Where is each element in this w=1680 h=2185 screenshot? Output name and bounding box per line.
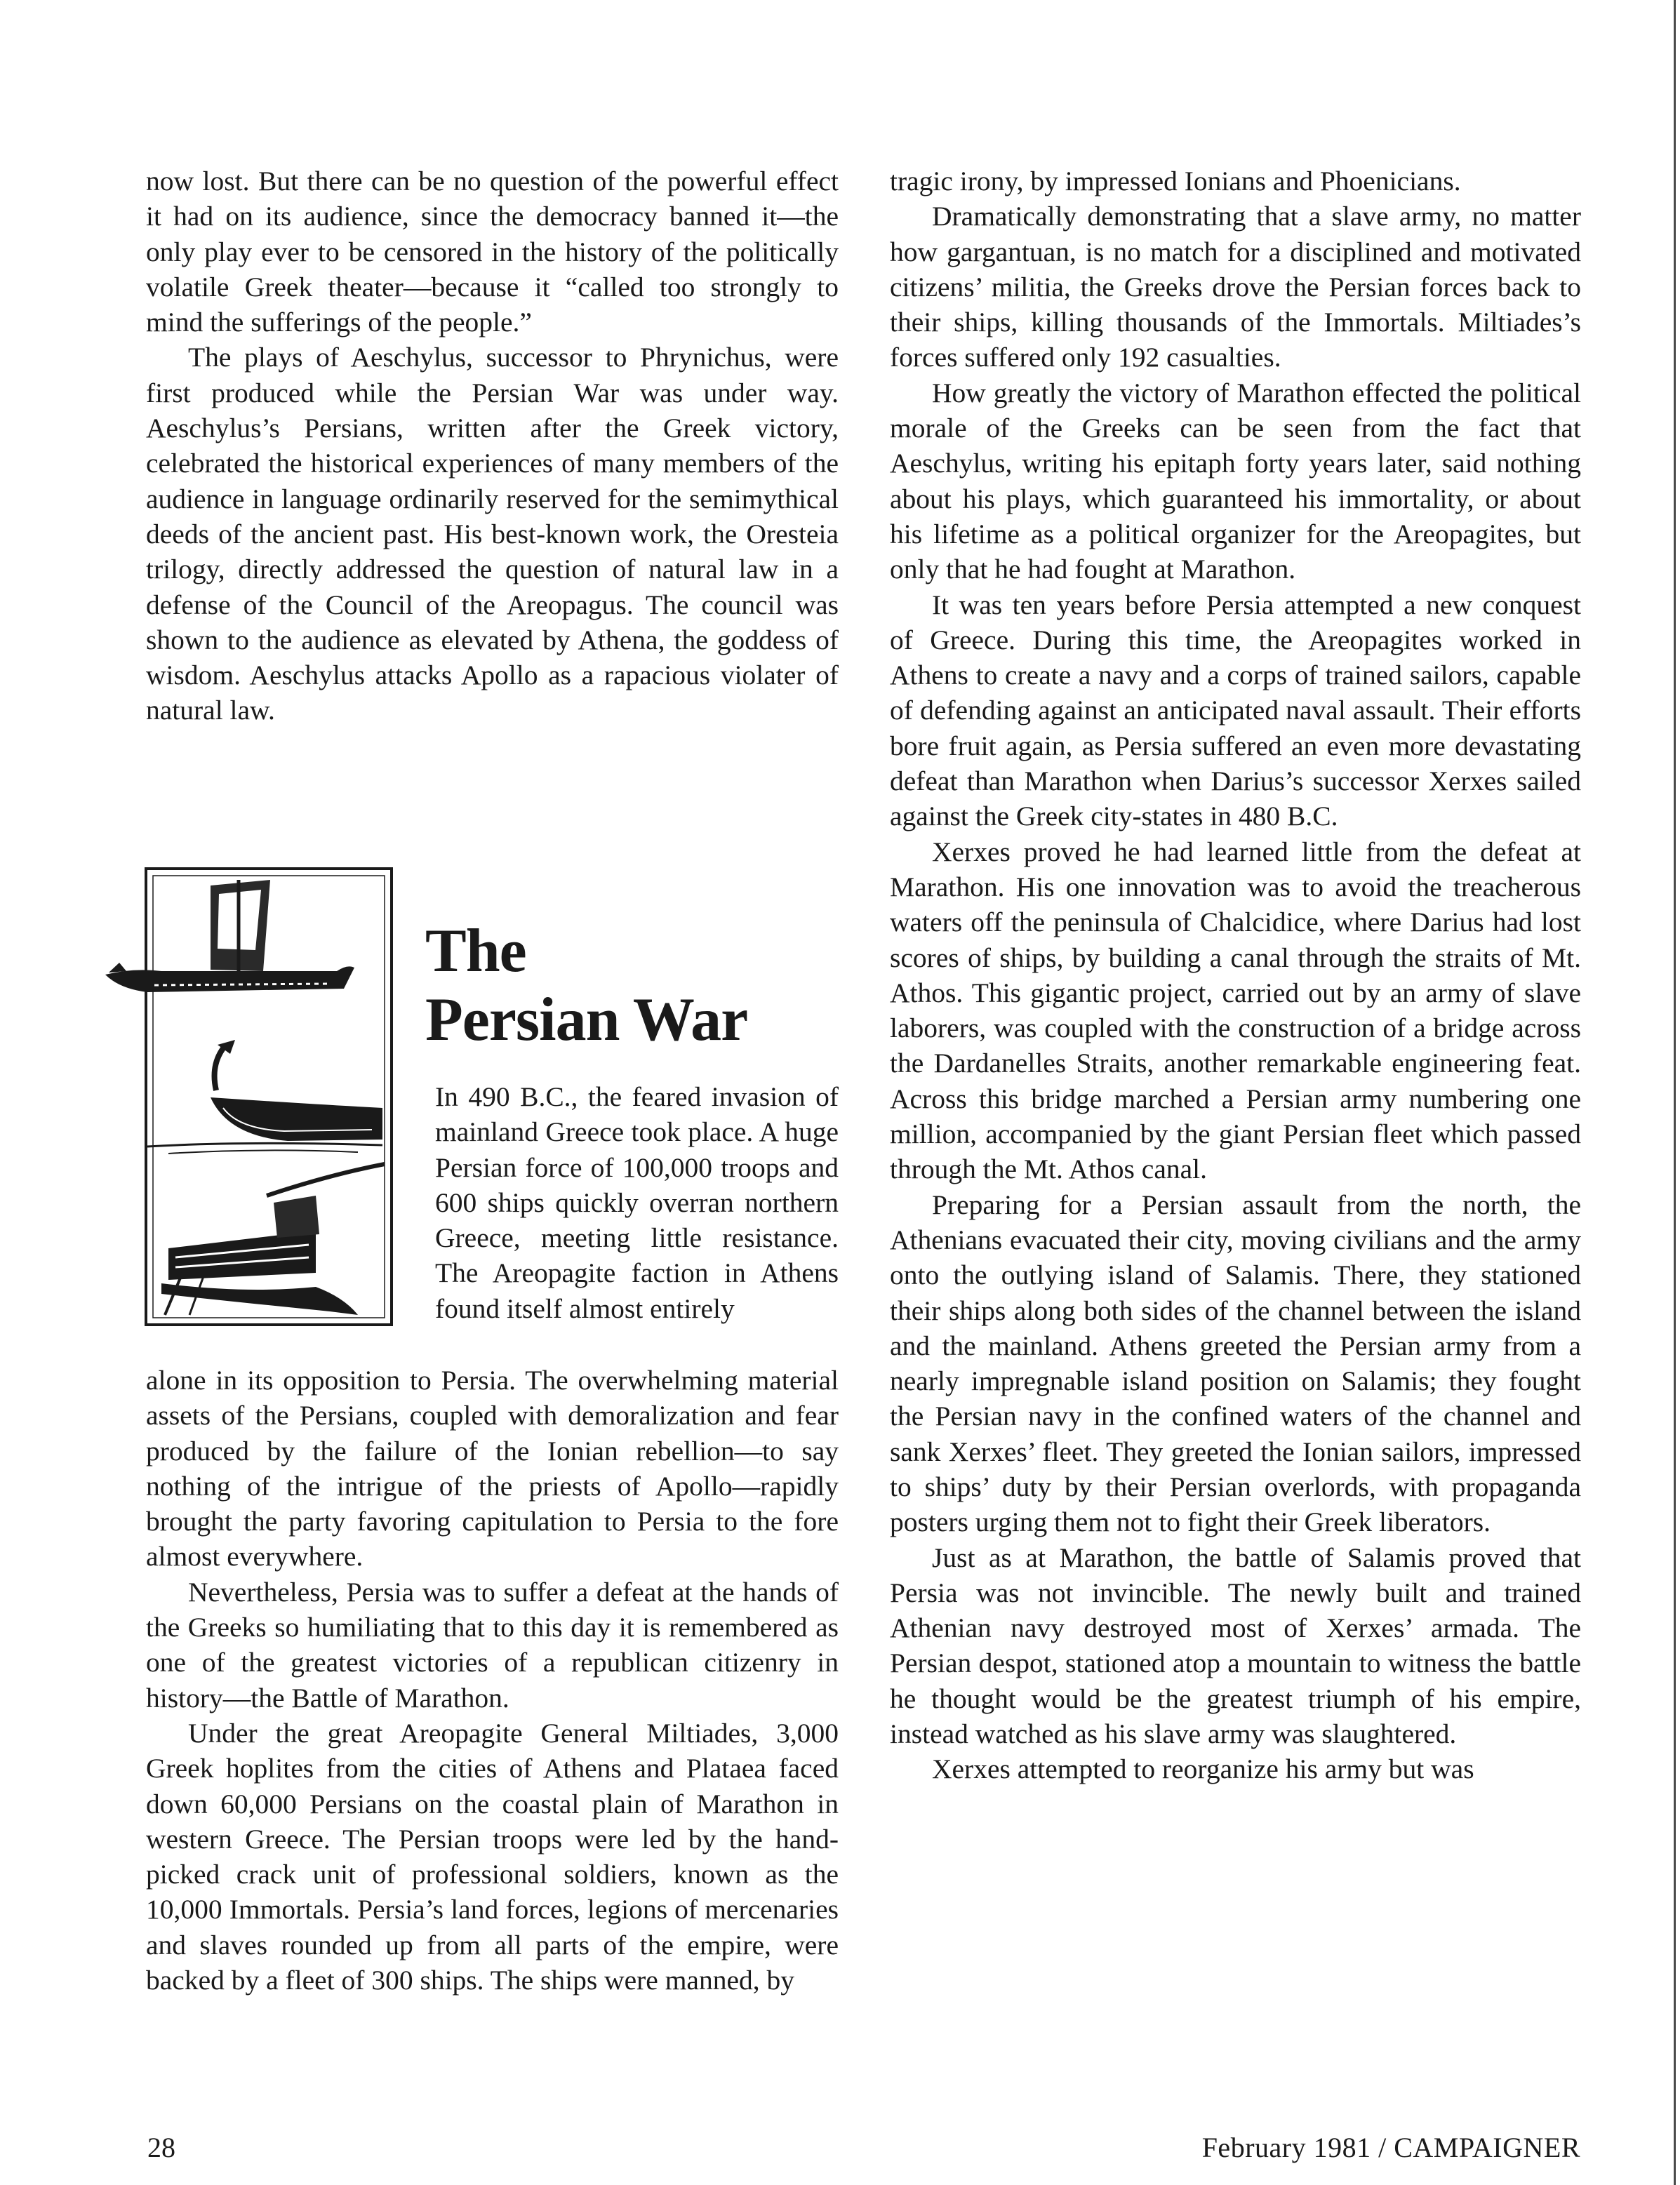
paragraph: Dramatically demonstrating that a slave army, no matter how gargantuan, is no match for a disciplined and motivated citizens’ militia, the Greeks drove the Persian forces back to their ships, killing thousands of the Immortals. Miltiades’s forces suffered only 192 casualties.	[890, 201, 1581, 373]
paragraph: How greatly the victory of Marathon effected the political morale of the Greeks can be seen from the fact that Aeschylus, writing his epitaph forty years later, said nothing about his plays, which guaranteed his immortality, or about his lifetime as a political organizer for the Areopagites, but only that he had fought at Marathon.	[890, 377, 1581, 585]
paragraph: Preparing for a Persian assault from the north, the Athenians evacuated their city, moving civilians and the army onto the outlying island of Salamis. There, they stationed their ships along both sides of the channel between the island and the mainland. Athens greeted the Persian army from a nearly impregnable island position on Salamis; they fought the Persian navy in the confined waters of the channel and sank Xerxes’ fleet. They greeted the Ionian sailors, impressed to ships’ duty by their Persian overlords, with propaganda posters urging them not to fight their Greek liberators.	[890, 1189, 1581, 1538]
heading-line-2: Persian War	[425, 986, 748, 1054]
left-column-beside-illustration	[435, 1079, 839, 1326]
left-column-top	[146, 163, 839, 728]
paragraph: In 490 B.C., the feared invasion of mainland Greece took place. A huge Persian force of 100,000 troops and 600 ships quickly overran northern Greece, meeting little resistance. The Areopagite faction in Athens found itself almost entirely	[435, 1081, 839, 1324]
paragraph: tragic irony, by impressed Ionians and Phoenicians.	[890, 166, 1461, 196]
paragraph: It was ten years before Persia attempted a new conquest of Greece. During this time, the Areopagites worked in Athens to create a navy and a corps of trained sailors, capable of defending against an anticipated naval assault. Their efforts bore fruit again, as Persia suffered an even more devastating defeat than Marathon when Darius’s successor Xerxes sailed against the Greek city-states in 480 B.C.	[890, 589, 1581, 832]
paragraph: Xerxes proved he had learned little from the defeat at Marathon. His one innovation was to avoid the treacherous waters off the peninsula of Chalcidice, where Darius had lost scores of ships, by building a canal through the straits of Mt. Athos. This gigantic project, carried out by an army of slave laborers, was coupled with the construction of a bridge across the Dardanelles Straits, another remarkable engineering feat. Across this bridge marched a Persian army numbering one million, accompanied by the giant Persian fleet which passed through the Mt. Athos canal.	[890, 836, 1581, 1185]
page-edge-rule	[1674, 0, 1676, 2185]
greek-ships-illustration	[105, 866, 400, 1329]
page-number: 28	[147, 2132, 175, 2163]
paragraph: The plays of Aeschylus, successor to Phrynichus, were first produced while the Persian War was under way. Aeschylus’s Persians, written after the Greek victory, celebrated the historical experiences of many members of the audience in language ordinarily reserved for the semimythical deeds of the ancient past. His best-known work, the Oresteia trilogy, directly addressed the question of natural law in a defense of the Council of the Areopagus. The council was shown to the audience as elevated by Athena, the goddess of wisdom. Aeschylus attacks Apollo as a rapacious violater of natural law.	[146, 342, 839, 726]
paragraph: Xerxes attempted to reorganize his army but was	[932, 1753, 1474, 1785]
paragraph: now lost. But there can be no question of the powerful effect it had on its audience, since the democracy banned it—the only play ever to be censored in the history of the politically volatile Greek theater—because it “called too strongly to mind the sufferings of the people.”	[146, 166, 839, 338]
right-column	[890, 163, 1581, 1787]
article-heading	[425, 917, 846, 1055]
issue-line: February 1981 / CAMPAIGNER	[1201, 2132, 1580, 2163]
paragraph: Nevertheless, Persia was to suffer a defeat at the hands of the Greeks so humiliating that to this day it is remembered as one of the greatest victories of a republican citizenry in history—the Battle of Marathon.	[146, 1576, 839, 1713]
trireme-icon-middle	[147, 1040, 382, 1154]
trireme-icon-bottom	[161, 1164, 385, 1315]
left-column-bottom	[146, 1363, 839, 1998]
paragraph: alone in its opposition to Persia. The overwhelming material assets of the Persians, coupled with demoralization and fear produced by the failure of the Ionian rebellion—to say nothing of the intrigue of the priests of Apollo—rapidly brought the party favoring capitulation to Persia to the fore almost everywhere.	[146, 1365, 839, 1572]
heading-line-1: The	[425, 917, 526, 985]
paragraph: Under the great Areopagite General Miltiades, 3,000 Greek hoplites from the cities of Athens and Plataea faced down 60,000 Persians on the coastal plain of Marathon in western Greece. The Persian troops were led by the hand-picked crack unit of professional soldiers, known as the 10,000 Immortals. Persia’s land forces, legions of mercenaries and slaves rounded up from all parts of the empire, were backed by a fleet of 300 ships. The ships were manned, by	[146, 1717, 839, 1996]
trireme-icon-top	[105, 880, 354, 992]
paragraph: Just as at Marathon, the battle of Salamis proved that Persia was not invincible. The newly built and trained Athenian navy destroyed most of Xerxes’ armada. The Persian despot, stationed atop a mountain to witness the battle he thought would be the greatest triumph of his empire, instead watched as his slave army was slaughtered.	[890, 1542, 1581, 1750]
